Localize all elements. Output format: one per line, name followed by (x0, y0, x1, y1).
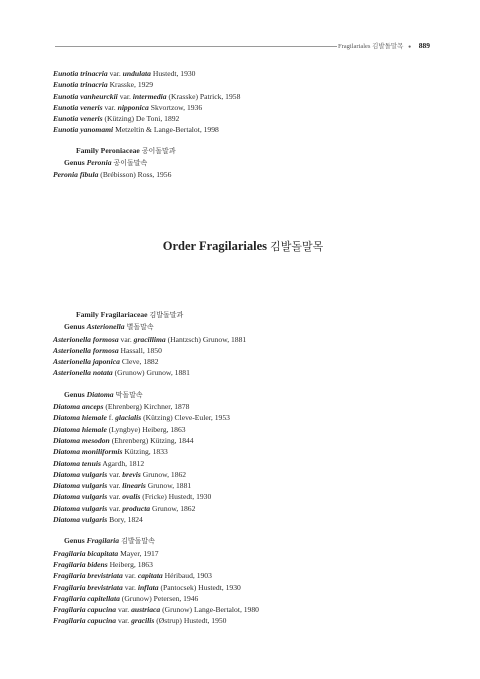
genus-heading-fragilaria: Genus Fragilaria 김발돌말속 (64, 536, 155, 546)
species-entry (53, 367, 433, 378)
genus-name: Asterionella (53, 357, 91, 367)
species-epithet: vulgaris (81, 503, 108, 513)
infraspecific-epithet: austriaca (131, 605, 161, 615)
bullet-separator: ● (408, 45, 412, 50)
genus-name: Asterionella (53, 345, 91, 355)
species-entry (53, 548, 433, 559)
authority: (Ehrenberg) Kützing, 1844 (111, 435, 194, 445)
infraspecific-epithet: glacialis (115, 413, 142, 423)
infraspecific-epithet: brevis (122, 469, 141, 479)
genus-heading-diatoma: Genus Diatoma 막돌말속 (64, 389, 143, 399)
genus-name: Fragilaria (53, 616, 86, 626)
species-epithet: vulgaris (81, 492, 108, 502)
rank-marker: var. (118, 616, 130, 626)
family-heading-peroniaceae: Family Peroniaceae 공이돌말과 (76, 145, 176, 155)
authority: Hassall, 1850 (120, 345, 162, 355)
species-entry (53, 469, 433, 480)
species-list-asterionella (53, 334, 433, 379)
infraspecific-epithet: linearis (122, 481, 146, 491)
infraspecific-epithet: inflata (137, 582, 159, 592)
infraspecific-epithet: intermedia (132, 91, 167, 101)
species-epithet: moniliformis (81, 447, 123, 457)
species-epithet: brevistriata (87, 582, 123, 592)
genus-name: Diatoma (53, 503, 81, 513)
species-epithet: hiemale (81, 413, 107, 423)
header-rule (55, 46, 337, 47)
species-entry (53, 401, 433, 412)
authority: (Fricke) Hustedt, 1930 (142, 492, 212, 502)
genus-heading-peronia: Genus Peronia 공이돌말속 (64, 158, 148, 168)
authority: Agardh, 1812 (102, 458, 145, 468)
genus-name: Diatoma (53, 492, 81, 502)
species-entry (53, 169, 433, 180)
genus-heading-asterionella: Genus Asterionella 별돌말속 (64, 322, 154, 332)
genus-name: Eunotia (53, 80, 79, 90)
species-list-diatoma (53, 401, 433, 525)
genus-name: Eunotia (53, 125, 79, 135)
species-epithet: vanheurckii (80, 91, 118, 101)
species-entry (53, 593, 433, 604)
species-entry (53, 113, 433, 124)
authority: (Kützing) De Toni, 1892 (104, 114, 180, 124)
species-entry (53, 102, 433, 113)
authority: (Grunow) Lange-Bertalot, 1980 (162, 605, 259, 615)
authority: (Brébisson) Ross, 1956 (100, 170, 172, 180)
genus-name: Peronia (53, 170, 78, 180)
infraspecific-epithet: ovalis (122, 492, 141, 502)
species-epithet: veneris (80, 102, 103, 112)
species-epithet: mesodon (81, 435, 110, 445)
genus-name: Diatoma (53, 413, 81, 423)
species-epithet: hiemale (81, 424, 107, 434)
authority: Kützing, 1833 (124, 447, 168, 457)
rank-marker: var. (120, 334, 132, 344)
infraspecific-epithet: nipponica (117, 102, 149, 112)
species-epithet: bidens (87, 559, 108, 569)
genus-name: Fragilaria (53, 548, 86, 558)
infraspecific-epithet: gracilis (131, 616, 155, 626)
genus-name: Diatoma (53, 458, 81, 468)
authority: Metzeltin & Lange-Bertalot, 1998 (115, 125, 219, 135)
rank-marker: var. (118, 605, 130, 615)
genus-name: Diatoma (53, 515, 81, 525)
rank-marker: f. (108, 413, 114, 423)
page-number: 889 (418, 41, 430, 50)
genus-name: Diatoma (53, 469, 81, 479)
infraspecific-epithet: producta (122, 503, 151, 513)
infraspecific-epithet: undulata (122, 69, 151, 78)
genus-name: Fragilaria (53, 582, 86, 592)
page-header (55, 40, 430, 54)
species-epithet: trinacria (80, 69, 108, 78)
authority: (Hantzsch) Grunow, 1881 (167, 334, 247, 344)
rank-marker: var. (109, 469, 121, 479)
authority: (Krasske) Patrick, 1958 (168, 91, 241, 101)
species-entry (53, 480, 433, 491)
authority: Grunow, 1881 (147, 481, 192, 491)
species-epithet: vulgaris (81, 469, 108, 479)
authority: Bory, 1824 (109, 515, 143, 525)
rank-marker: var. (109, 481, 121, 491)
genus-name: Fragilaria (53, 559, 86, 569)
species-entry (53, 559, 433, 570)
authority: (Lyngbye) Heiberg, 1863 (108, 424, 186, 434)
species-list-eunotia (53, 68, 433, 136)
authority: (Ehrenberg) Kirchner, 1878 (105, 402, 190, 412)
authority: Grunow, 1862 (152, 503, 196, 513)
rank-marker: var. (109, 503, 121, 513)
genus-name: Fragilaria (53, 605, 86, 615)
species-entry (53, 570, 433, 581)
genus-name: Eunotia (53, 69, 79, 78)
authority: Cleve, 1882 (121, 357, 159, 367)
genus-name: Fragilaria (53, 593, 86, 603)
genus-name: Diatoma (53, 402, 81, 412)
authority: Heiberg, 1863 (109, 559, 153, 569)
species-epithet: yanomami (80, 125, 114, 135)
species-entry (53, 124, 433, 135)
authority: (Østrup) Hustedt, 1950 (156, 616, 227, 626)
species-list-fragilaria (53, 548, 433, 627)
species-epithet: fibula (79, 170, 99, 180)
species-entry (53, 345, 433, 356)
species-epithet: capucina (87, 605, 117, 615)
authority: (Grunow) Grunow, 1881 (114, 368, 190, 378)
authority: Héribaud, 1903 (164, 571, 212, 581)
species-entry (53, 334, 433, 345)
order-heading: Order Fragilariales 김발돌말목 (162, 238, 324, 253)
genus-name: Fragilaria (53, 571, 86, 581)
species-epithet: japonica (92, 357, 120, 367)
authority: (Pantocsek) Hustedt, 1930 (160, 582, 241, 592)
rank-marker: var. (109, 69, 121, 78)
species-epithet: trinacria (80, 80, 108, 90)
species-entry (53, 79, 433, 90)
species-entry (53, 582, 433, 593)
authority: Grunow, 1862 (142, 469, 187, 479)
species-entry (53, 514, 433, 525)
genus-name: Asterionella (53, 334, 91, 344)
genus-name: Eunotia (53, 91, 79, 101)
species-entry (53, 615, 433, 626)
species-entry (53, 458, 433, 469)
species-entry (53, 412, 433, 423)
genus-name: Diatoma (53, 481, 81, 491)
rank-marker: var. (124, 571, 136, 581)
species-entry (53, 356, 433, 367)
species-epithet: formosa (92, 334, 119, 344)
infraspecific-epithet: gracillima (133, 334, 166, 344)
species-epithet: notata (92, 368, 113, 378)
species-entry (53, 424, 433, 435)
species-epithet: vulgaris (81, 481, 108, 491)
species-entry (53, 68, 433, 79)
species-entry (53, 446, 433, 457)
authority: (Kützing) Cleve-Euler, 1953 (143, 413, 230, 423)
species-epithet: brevistriata (87, 571, 123, 581)
species-epithet: anceps (81, 402, 104, 412)
species-entry (53, 91, 433, 102)
rank-marker: var. (119, 91, 131, 101)
species-entry (53, 435, 433, 446)
species-list-peronia (53, 169, 433, 180)
species-epithet: capucina (87, 616, 117, 626)
authority: (Grunow) Petersen, 1946 (121, 593, 199, 603)
rank-marker: var. (124, 582, 136, 592)
page-body (53, 68, 433, 627)
genus-name: Diatoma (53, 424, 81, 434)
authority: Hustedt, 1930 (152, 69, 196, 78)
species-epithet: veneris (80, 114, 103, 124)
genus-name: Asterionella (53, 368, 91, 378)
genus-name: Diatoma (53, 435, 81, 445)
running-title: Fragilariales 김발돌말목 (337, 43, 404, 50)
genus-name: Diatoma (53, 447, 81, 457)
species-entry (53, 491, 433, 502)
authority: Mayer, 1917 (120, 548, 159, 558)
rank-marker: var. (109, 492, 121, 502)
genus-name: Eunotia (53, 114, 79, 124)
species-entry (53, 503, 433, 514)
infraspecific-epithet: capitata (137, 571, 163, 581)
running-header (338, 40, 430, 54)
family-heading-fragilariaceae: Family Fragilariaceae 김발돌말과 (76, 309, 184, 319)
species-epithet: formosa (92, 345, 119, 355)
species-epithet: tenuis (81, 458, 101, 468)
authority: Krasske, 1929 (109, 80, 154, 90)
species-entry (53, 604, 433, 615)
authority: Skvortzow, 1936 (150, 102, 203, 112)
species-epithet: bicapitata (87, 548, 119, 558)
rank-marker: var. (104, 102, 116, 112)
genus-name: Eunotia (53, 102, 79, 112)
species-epithet: vulgaris (81, 515, 108, 525)
species-epithet: capitellata (87, 593, 120, 603)
